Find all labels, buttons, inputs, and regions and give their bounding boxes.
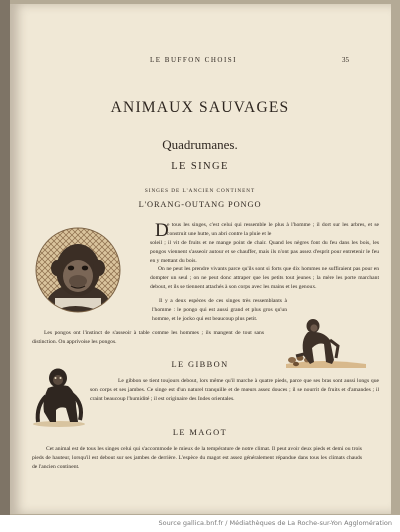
gibbon-paragraph: Le gibbon se tient toujours debout, lors même qu'il marche à quatre pieds, parce que ses bras sont aussi longs que son corps et ses jambes. Ce singe est d'un naturel tranquille et de mœurs assez douces ; il se nourrit de fruits et d'amandes ; il craint beaucoup l'humidité ; il est originaire des Indes orientales.	[90, 378, 379, 403]
orang-paragraph-1-cont: soleil ; il vit de fruits et ne mange point de chair. Quand les nègres font du feu dans les bois, les pongos viennent s'asseoir autour et se chauffer, mais ils n'ont pas assez d'esprit pour entretenir le feu en y mettant du bois.	[150, 240, 379, 265]
page-number: 35	[342, 56, 349, 64]
gibbon-illustration	[32, 366, 90, 428]
drop-cap: D	[155, 220, 169, 241]
book-binding	[0, 0, 10, 532]
magot-paragraph: Cet animal est de tous les singes celui qui s'accommode le mieux de la température de notre climat. Il peut avoir deux pieds et demi ou trois pieds de hauteur, lorsqu'il est debout sur ses jambes de derrière. L'espèce du magot est assez généralement répandue dans tous les climats chauds de l'ancien continent.	[32, 446, 362, 471]
source-credit: Source gallica.bnf.fr / Médiathèques de La Roche-sur-Yon Agglomération	[158, 519, 392, 527]
section-title: Quadrumanes.	[162, 137, 238, 152]
orang-paragraph-4: Les pongos ont l'instinct de s'asseoir à table comme les hommes ; ils mangent de tout sans distinction. On apprivoise les pongos.	[32, 330, 264, 346]
chapter-title: LE SINGE	[171, 161, 229, 172]
orang-paragraph-2: On ne peut les prendre vivants parce qu'ils sont si forts que dix hommes ne suffiraient pas pour en dompter un seul ; on ne peut donc attraper que les petits tout jeunes ; la mère les porte marchant debout, et ils se tiennent attachés à son corps avec les mains et les genoux.	[150, 266, 379, 291]
subsection-heading: SINGES DE L'ANCIEN CONTINENT	[144, 188, 256, 194]
gibbon-heading: LE GIBBON	[171, 360, 229, 369]
magot-heading: LE MAGOT	[172, 428, 228, 437]
species-title: L'ORANG-OUTANG PONGO	[138, 200, 262, 209]
running-head: LE BUFFON CHOISI	[150, 56, 238, 64]
main-title: ANIMAUX SAUVAGES	[110, 99, 290, 116]
orangutan-medallion-illustration	[33, 226, 123, 314]
orang-paragraph-1-start: e tous les singes, c'est celui qui ressemble le plus à l'homme ; il dort sur les arbres, et se construit une hutte, un abri contre la pluie et le	[167, 222, 379, 238]
orang-paragraph-3: Il y a deux espèces de ces singes très ressemblants à l'homme : le pongo qui est aussi grand et plus gros qu'un homme, et le jocko qui est beaucoup plus petit.	[152, 298, 287, 323]
